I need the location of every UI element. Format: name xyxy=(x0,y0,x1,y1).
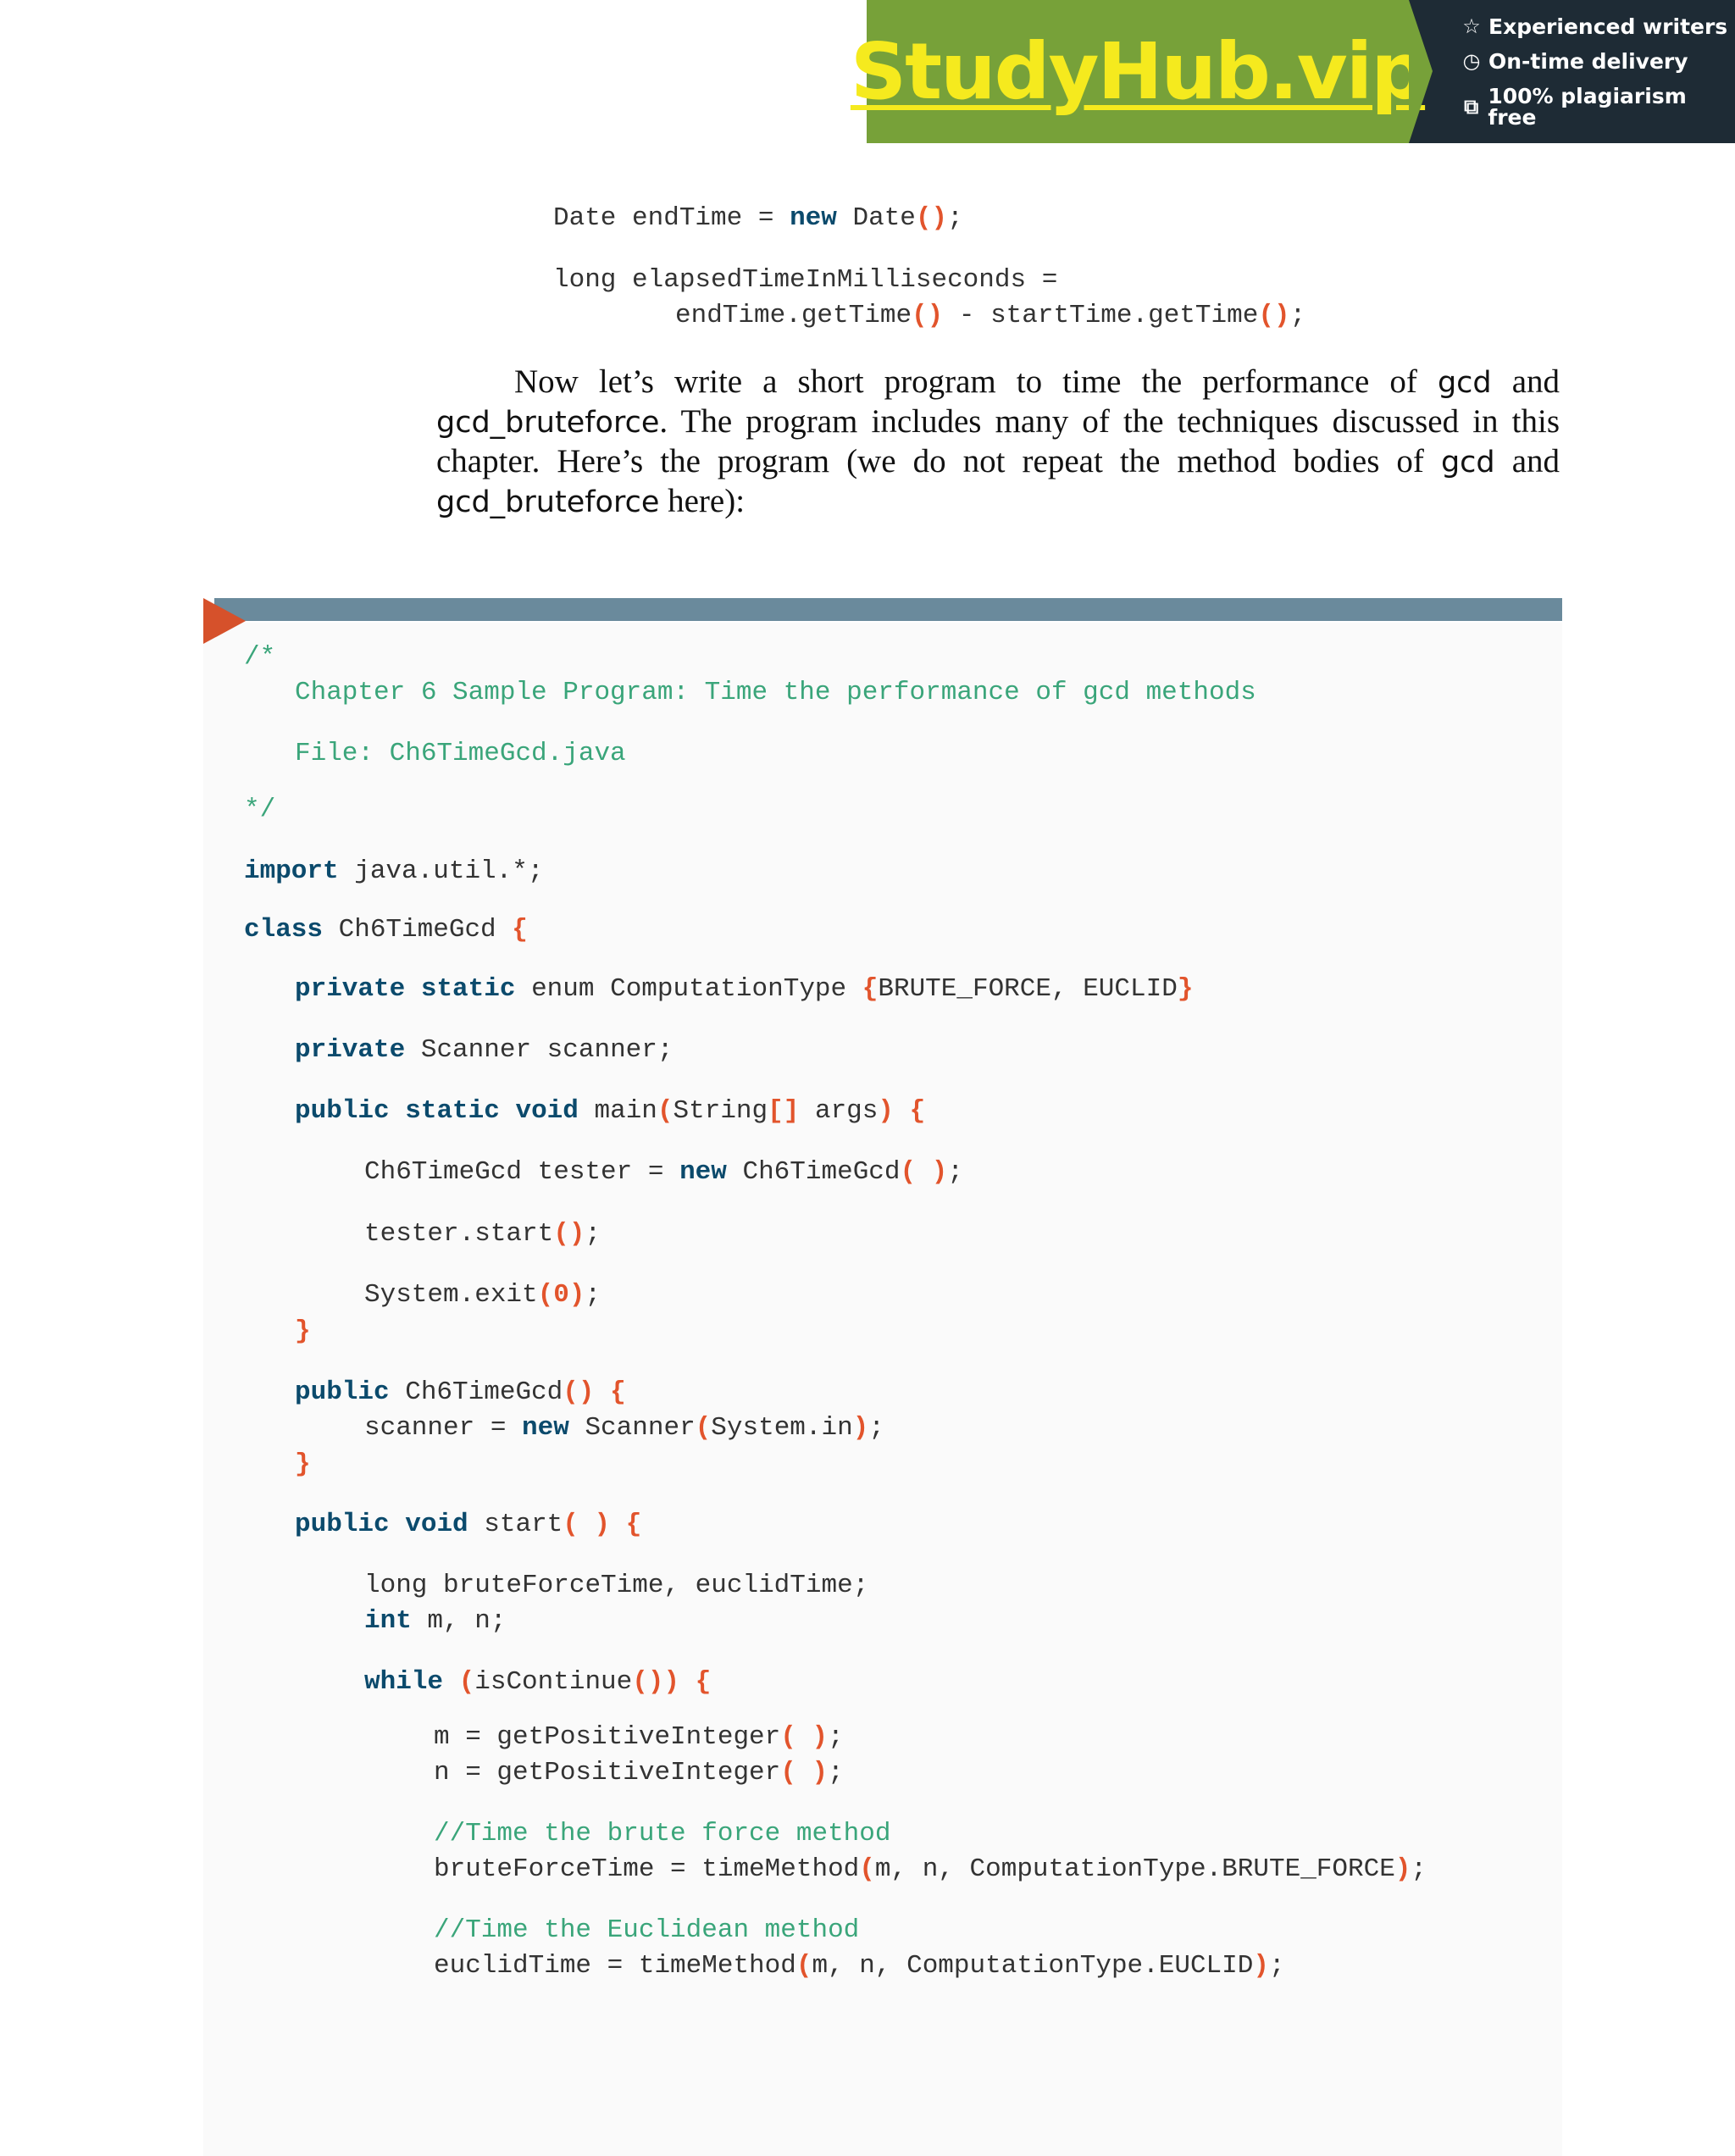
code-line-n-assign: n = getPositiveInteger( ); xyxy=(434,1758,844,1787)
keyword-while: while xyxy=(364,1667,444,1697)
keyword-import: import xyxy=(244,856,339,886)
code-line-brute-assign: bruteForceTime = timeMethod(m, n, ComputationType.BRUTE_FORCE); xyxy=(434,1854,1427,1884)
prose-text: and xyxy=(1491,363,1560,400)
feature-experienced-writers xyxy=(1461,16,1735,37)
keyword-public: public xyxy=(295,1096,390,1126)
code-text: euclidTime = timeMethod xyxy=(434,1951,796,1981)
prose-text: Now let’s write a short program to time the performance of xyxy=(514,363,1438,400)
comment-close: */ xyxy=(244,795,276,824)
code-line-close-brace: } xyxy=(295,1316,311,1346)
code-text: tester.start xyxy=(364,1219,554,1249)
code-line-system-exit: System.exit(0); xyxy=(364,1280,601,1310)
code-text: m, n, ComputationType.EUCLID xyxy=(812,1951,1254,1981)
code-line-elapsed-decl xyxy=(553,267,1057,293)
prose-identifier: gcd xyxy=(1440,446,1495,479)
feature-label: On-time delivery xyxy=(1488,48,1688,74)
code-text: BRUTE_FORCE, EUCLID xyxy=(878,974,1178,1004)
code-listing-header-bar xyxy=(214,598,1562,621)
comment-file: File: Ch6TimeGcd.java xyxy=(295,739,626,768)
code-text: Ch6TimeGcd xyxy=(323,915,513,945)
code-line-enum: private static enum ComputationType {BRUTE_FORCE, EUCLID} xyxy=(295,974,1194,1004)
code-line-elapsed-expr: endTime.getTime() - startTime.getTime(); xyxy=(675,301,1306,330)
code-text: Ch6TimeGcd xyxy=(389,1377,563,1407)
code-line-class: class Ch6TimeGcd { xyxy=(244,915,528,945)
code-text: endTime.getTime xyxy=(675,301,912,330)
keyword-new: new xyxy=(790,203,837,233)
code-line-while: while (isContinue()) { xyxy=(364,1667,712,1697)
keyword-static: static xyxy=(405,1096,500,1126)
studyhub-banner[interactable] xyxy=(850,0,1735,143)
keyword-public: public xyxy=(295,1377,390,1407)
code-line-scanner-assign: scanner = new Scanner(System.in); xyxy=(364,1413,884,1443)
code-text: m, n; xyxy=(411,1606,507,1636)
brand-logo: StudyHub.vip xyxy=(850,25,1426,117)
code-text: String xyxy=(673,1096,768,1126)
code-text: Scanner scanner; xyxy=(405,1035,673,1065)
keyword-static: static xyxy=(420,974,516,1004)
code-text: System.in xyxy=(711,1413,853,1443)
code-text: long bruteForceTime, euclidTime; xyxy=(364,1571,869,1600)
keyword-new: new xyxy=(522,1413,569,1443)
keyword-int: int xyxy=(364,1606,412,1636)
code-line-scanner-field xyxy=(295,1037,673,1063)
star-outline-icon: ☆ xyxy=(1462,14,1481,38)
comment-title: Chapter 6 Sample Program: Time the performance of gcd methods xyxy=(295,678,1256,707)
prose-identifier: gcd xyxy=(1437,366,1492,400)
code-text: long elapsedTimeInMilliseconds = xyxy=(553,265,1058,295)
code-text: - xyxy=(943,301,991,330)
prose-text: here): xyxy=(659,483,746,519)
code-text: Ch6TimeGcd xyxy=(726,1157,901,1187)
comment-open: /* xyxy=(244,642,276,672)
keyword-new: new xyxy=(679,1157,727,1187)
code-text: Date endTime xyxy=(553,203,743,233)
code-line-endtime: Date endTime = new Date(); xyxy=(553,203,963,233)
keyword-private: private xyxy=(295,1035,406,1065)
clock-icon: ◷ xyxy=(1462,49,1481,73)
feature-plagiarism-free xyxy=(1461,83,1735,130)
prose-text: and xyxy=(1494,443,1560,479)
keyword-private: private xyxy=(295,974,406,1004)
body-paragraph xyxy=(436,363,1560,522)
code-line-long-decl xyxy=(364,1572,868,1599)
exit-code: 0 xyxy=(553,1280,569,1310)
code-line-tester: Ch6TimeGcd tester = new Ch6TimeGcd( ); xyxy=(364,1157,963,1187)
code-text: m = getPositiveInteger xyxy=(434,1722,781,1752)
code-text: scanner = xyxy=(364,1413,523,1443)
code-text: m, n, ComputationType.BRUTE_FORCE xyxy=(874,1854,1395,1884)
prose-identifier: gcd_bruteforce xyxy=(436,406,660,440)
brand-panel xyxy=(850,0,1426,143)
code-line-m-assign: m = getPositiveInteger( ); xyxy=(434,1722,844,1752)
code-text: Scanner xyxy=(568,1413,696,1443)
code-text: bruteForceTime = timeMethod xyxy=(434,1854,860,1884)
feature-label: 100% plagiarism free xyxy=(1488,83,1687,130)
code-text: enum ComputationType xyxy=(515,974,862,1004)
features-panel xyxy=(1409,0,1735,143)
comment-brute-force: //Time the brute force method xyxy=(434,1819,891,1848)
feature-on-time-delivery xyxy=(1461,48,1735,74)
code-text: startTime.getTime xyxy=(990,301,1259,330)
code-text: start xyxy=(468,1510,563,1539)
code-text: Date xyxy=(852,203,916,233)
code-line-euclid-assign: euclidTime = timeMethod(m, n, ComputationType.EUCLID); xyxy=(434,1951,1285,1981)
code-line-main: public static void main(String[] args) { xyxy=(295,1096,926,1126)
keyword-class: class xyxy=(244,915,324,945)
comment-euclidean: //Time the Euclidean method xyxy=(434,1915,860,1945)
feature-label: Experienced writers xyxy=(1488,14,1728,39)
code-line-int-decl xyxy=(364,1608,506,1634)
prose-text: . The program includes many of the techniques discussed in this chapter. Here’s the program (we do not repeat the method bodies of xyxy=(436,403,1560,479)
code-text: n = getPositiveInteger xyxy=(434,1758,781,1787)
code-line-tester-start: tester.start(); xyxy=(364,1219,601,1249)
code-text: System.exit xyxy=(364,1280,538,1310)
code-text: java.util.*; xyxy=(338,856,544,886)
code-text: main xyxy=(578,1096,657,1126)
keyword-void: void xyxy=(405,1510,468,1539)
triangle-marker-icon xyxy=(203,598,246,644)
code-line-import xyxy=(244,858,543,884)
code-text: isContinue xyxy=(474,1667,633,1697)
code-text: Ch6TimeGcd tester = xyxy=(364,1157,680,1187)
code-text: args xyxy=(799,1096,879,1126)
prose-identifier: gcd_bruteforce xyxy=(436,485,660,519)
keyword-void: void xyxy=(515,1096,579,1126)
copy-icon: ⧉ xyxy=(1464,94,1479,119)
code-line-constructor: public Ch6TimeGcd() { xyxy=(295,1377,626,1407)
code-line-start-method: public void start( ) { xyxy=(295,1510,642,1539)
code-line-close-brace: } xyxy=(295,1449,311,1479)
keyword-public: public xyxy=(295,1510,390,1539)
